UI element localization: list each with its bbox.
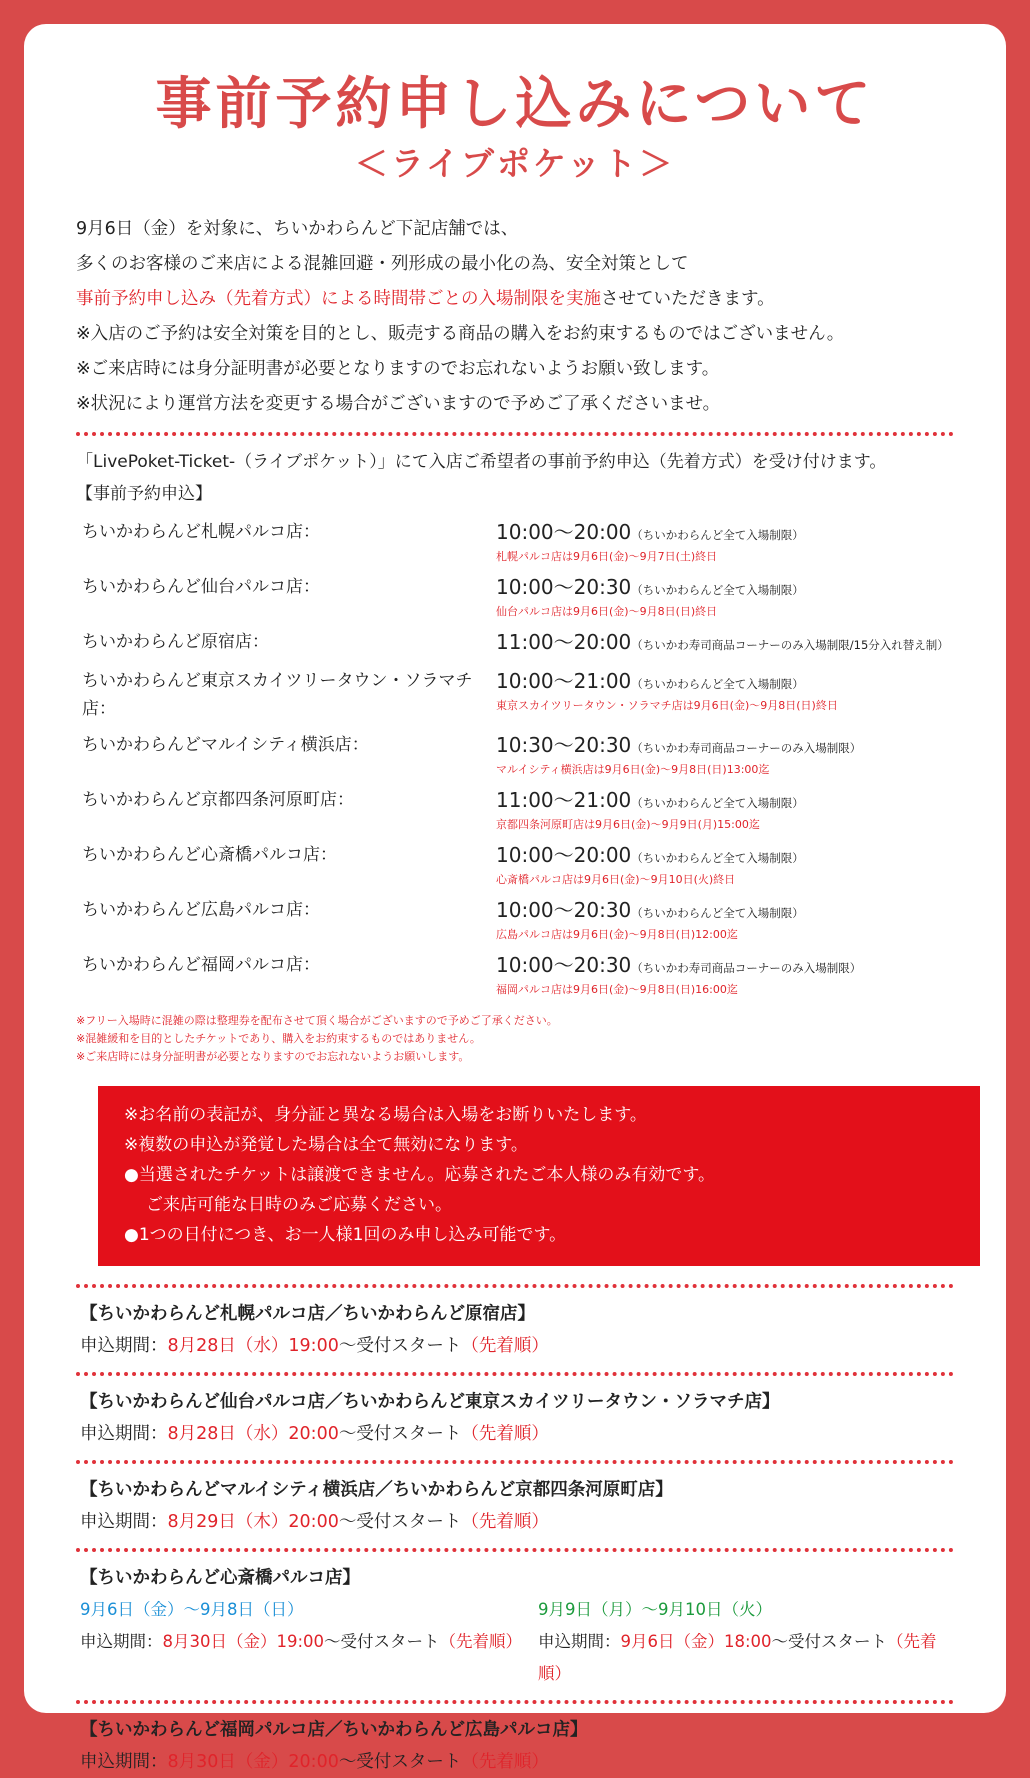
period-range: 9月6日（金）～9月8日（日） [80, 1600, 304, 1619]
warning-line: ※複数の申込が発覚した場合は全て無効になります。 [124, 1135, 528, 1155]
period-start: ～受付スタート [324, 1632, 440, 1651]
intro-text [76, 212, 954, 422]
period-date: 8月28日（水）20:00 [167, 1424, 339, 1444]
period-date: 9月6日（金）18:00 [620, 1632, 772, 1651]
store-row [76, 573, 954, 620]
store-row [76, 786, 954, 833]
period-stores: 【ちいかわらんど仙台パルコ店／ちいかわらんど東京スカイツリータウン・ソラマチ店】 [80, 1392, 780, 1412]
period-start: ～受付スタート [771, 1632, 888, 1651]
intro-line-rest: させていただきます。 [601, 289, 775, 309]
store-note: 札幌パルコ店は9月6日(金)～9月7日(土)終日 [496, 550, 718, 563]
fine-line: ※フリー入場時に混雑の際は整理券を配布させて頂く場合がございますので予めご了承ください。 [76, 1014, 558, 1027]
store-time: 11:00～21:00 [496, 788, 632, 812]
intro-line: ※状況により運営方法を変更する場合がございますので予めご了承くださいませ。 [76, 394, 721, 414]
store-note: 心斎橋パルコ店は9月6日(金)～9月10日(火)終日 [496, 873, 736, 886]
store-limit: （ちいかわらんど全て入場制限） [631, 906, 804, 920]
store-name: ちいかわらんど東京スカイツリータウン・ソラマチ店： [82, 671, 473, 719]
store-row [76, 628, 954, 659]
period-start: ～受付スタート [338, 1424, 462, 1444]
period-date: 8月28日（水）19:00 [167, 1336, 339, 1356]
period-start: ～受付スタート [338, 1512, 462, 1532]
warning-line: ●1つの日付につき、お一人様1回のみ申し込み可能です。 [124, 1225, 567, 1245]
booking-lead: 「LivePoket-Ticket-（ライブポケット）」にて入店ご希望者の事前予約申込（先着方式）を受け付けます。 [76, 452, 887, 472]
period-range: 9月9日（月）～9月10日（火） [538, 1600, 772, 1619]
intro-line: ※入店のご予約は安全対策を目的とし、販売する商品の購入をお約束するものではございません。 [76, 324, 845, 344]
warning-line: ●当選されたチケットは譲渡できません。応募されたご本人様のみ有効です。 [124, 1165, 715, 1185]
store-list [76, 518, 954, 998]
period-label: 申込期間： [80, 1512, 168, 1532]
period-order: （先着順） [461, 1512, 549, 1532]
store-row [76, 518, 954, 565]
store-limit: （ちいかわ寿司商品コーナーのみ入場制限/15分入れ替え制） [631, 638, 949, 652]
store-name: ちいかわらんどマルイシティ横浜店： [82, 735, 369, 755]
store-note: マルイシティ横浜店は9月6日(金)～9月8日(日)13:00迄 [496, 763, 770, 776]
store-time: 10:00～20:00 [496, 843, 632, 867]
period-stores: 【ちいかわらんど福岡パルコ店／ちいかわらんど広島パルコ店】 [80, 1720, 588, 1740]
period-group [76, 1714, 954, 1778]
store-limit: （ちいかわらんど全て入場制限） [631, 528, 804, 542]
store-limit: （ちいかわらんど全て入場制限） [631, 583, 804, 597]
period-stores: 【ちいかわらんどマルイシティ横浜店／ちいかわらんど京都四条河原町店】 [80, 1480, 673, 1500]
period-date: 8月30日（金）19:00 [162, 1632, 325, 1651]
period-start: ～受付スタート [338, 1752, 462, 1772]
period-line [80, 1330, 954, 1362]
intro-highlight: 事前予約申し込み（先着方式）による時間帯ごとの入場制限を実施 [76, 289, 601, 309]
store-row [76, 841, 954, 888]
period-col [80, 1594, 538, 1690]
period-stores: 【ちいかわらんど心斎橋パルコ店】 [80, 1568, 360, 1588]
warning-box [98, 1086, 980, 1266]
store-limit: （ちいかわらんど全て入場制限） [631, 851, 804, 865]
store-name: ちいかわらんど仙台パルコ店： [82, 577, 320, 597]
store-row [76, 667, 954, 723]
period-group [76, 1386, 954, 1450]
intro-line: 9月6日（金）を対象に、ちいかわらんど下記店舗では、 [76, 219, 519, 239]
intro-line [76, 282, 954, 317]
period-label: 申込期間： [80, 1336, 168, 1356]
period-label: 申込期間： [80, 1752, 168, 1772]
store-time: 10:30～20:30 [496, 733, 632, 757]
period-start: ～受付スタート [338, 1336, 462, 1356]
store-row [76, 731, 954, 778]
period-stores: 【ちいかわらんど札幌パルコ店／ちいかわらんど原宿店】 [80, 1304, 535, 1324]
store-name: ちいかわらんど札幌パルコ店： [82, 522, 320, 542]
period-line [538, 1626, 952, 1690]
store-note: 広島パルコ店は9月6日(金)～9月8日(日)12:00迄 [496, 928, 738, 941]
store-name: ちいかわらんど福岡パルコ店： [82, 955, 320, 975]
store-limit: （ちいかわ寿司商品コーナーのみ入場制限） [631, 741, 862, 755]
store-limit: （ちいかわらんど全て入場制限） [631, 796, 804, 810]
dotted-divider [76, 1700, 954, 1704]
period-order: （先着順） [461, 1752, 549, 1772]
store-limit: （ちいかわ寿司商品コーナーのみ入場制限） [631, 961, 862, 975]
period-line [80, 1746, 954, 1778]
store-row [76, 896, 954, 943]
period-group [76, 1562, 954, 1690]
period-date: 8月29日（木）20:00 [167, 1512, 339, 1532]
period-order: （先着順） [461, 1336, 549, 1356]
period-line [80, 1626, 538, 1658]
period-col [538, 1594, 952, 1690]
period-order: （先着順） [439, 1632, 523, 1651]
dotted-divider [76, 1284, 954, 1288]
store-note: 福岡パルコ店は9月6日(金)～9月8日(日)16:00迄 [496, 983, 738, 996]
store-time: 10:00～20:30 [496, 575, 632, 599]
store-row [76, 951, 954, 998]
store-note: 東京スカイツリータウン・ソラマチ店は9月6日(金)～9月8日(日)終日 [496, 699, 838, 712]
period-line [80, 1418, 954, 1450]
dotted-divider [76, 1460, 954, 1464]
booking-heading: 【事前予約申込】 [76, 484, 212, 504]
period-group [76, 1474, 954, 1538]
store-limit: （ちいかわらんど全て入場制限） [631, 677, 804, 691]
store-time: 10:00～21:00 [496, 669, 632, 693]
period-label: 申込期間： [538, 1632, 621, 1651]
period-order: （先着順） [461, 1424, 549, 1444]
store-time: 10:00～20:30 [496, 953, 632, 977]
notice-card [24, 24, 1006, 1772]
fine-line: ※ご来店時には身分証明書が必要となりますのでお忘れないようお願いします。 [76, 1050, 470, 1063]
store-name: ちいかわらんど京都四条河原町店： [82, 790, 354, 810]
intro-line: ※ご来店時には身分証明書が必要となりますのでお忘れないようお願い致します。 [76, 359, 720, 379]
dotted-divider [76, 432, 954, 436]
warning-line: ※お名前の表記が、身分証と異なる場合は入場をお断りいたします。 [124, 1105, 647, 1125]
store-time: 10:00～20:30 [496, 898, 632, 922]
period-group [76, 1298, 954, 1362]
fine-print [76, 1012, 954, 1066]
store-name: ちいかわらんど広島パルコ店： [82, 900, 320, 920]
store-time: 11:00～20:00 [496, 630, 632, 654]
store-name: ちいかわらんど心斎橋パルコ店： [82, 845, 337, 865]
period-columns [80, 1594, 954, 1690]
warning-line: ご来店可能な日時のみご応募ください。 [146, 1195, 452, 1215]
store-note: 仙台パルコ店は9月6日(金)～9月8日(日)終日 [496, 605, 718, 618]
period-label: 申込期間： [80, 1424, 168, 1444]
period-line [80, 1506, 954, 1538]
period-order: （先着順） [538, 1632, 937, 1683]
store-note: 京都四条河原町店は9月6日(金)～9月9日(月)15:00迄 [496, 818, 760, 831]
page-title: 事前予約申し込みについて [155, 72, 875, 137]
period-date: 8月30日（金）20:00 [167, 1752, 339, 1772]
page-subtitle: ＜ライブポケット＞ [354, 144, 676, 183]
store-name: ちいかわらんど原宿店： [82, 632, 269, 652]
intro-line: 多くのお客様のご来店による混雑回避・列形成の最小化の為、安全対策として [76, 254, 689, 274]
fine-line: ※混雑緩和を目的としたチケットであり、購入をお約束するものではありません。 [76, 1032, 481, 1045]
dotted-divider [76, 1548, 954, 1552]
period-label: 申込期間： [80, 1632, 163, 1651]
dotted-divider [76, 1372, 954, 1376]
store-time: 10:00～20:00 [496, 520, 632, 544]
